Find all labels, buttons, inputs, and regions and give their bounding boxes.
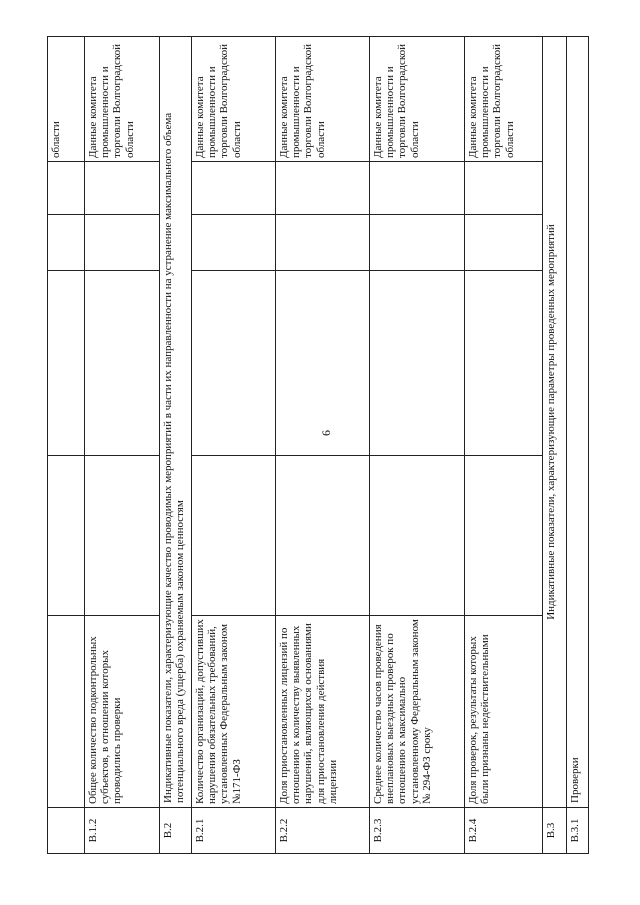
empty-cell <box>48 456 85 616</box>
empty-cell <box>276 456 370 616</box>
page-number: 6 <box>319 430 333 436</box>
empty-cell <box>465 215 543 271</box>
empty-cell <box>192 162 276 215</box>
empty-cell <box>370 456 465 616</box>
code-cell: В.2.2 <box>276 808 370 854</box>
empty-cell <box>85 456 160 616</box>
name-cell: Доля приостановленных лицензий по отношению к количеству выявленных нарушений, являющихся основаниями для приостановления действия лицензии <box>276 616 370 808</box>
section-heading: Индикативные показатели, характеризующие параметры проведенных мероприятий <box>543 36 567 808</box>
empty-cell <box>85 215 160 271</box>
code-cell <box>48 808 85 854</box>
name-cell <box>48 616 85 808</box>
empty-cell <box>276 162 370 215</box>
empty-cell <box>465 271 543 456</box>
empty-cell <box>48 215 85 271</box>
empty-cell <box>192 271 276 456</box>
source-cell: Данные комитета промышленности и торговли Волгоградской области <box>85 36 160 162</box>
table-row <box>275 36 370 854</box>
empty-cell <box>276 215 370 271</box>
code-cell: В.2.1 <box>192 808 276 854</box>
table-row <box>191 36 276 854</box>
empty-cell <box>48 162 85 215</box>
empty-cell <box>465 456 543 616</box>
empty-cell <box>85 162 160 215</box>
code-cell: В.3 <box>543 808 567 854</box>
name-cell: Проверки <box>567 36 588 808</box>
code-cell: В.2 <box>160 808 192 854</box>
source-cell: Данные комитета промышленности и торговли Волгоградской области <box>370 36 465 162</box>
table-row <box>566 36 589 854</box>
empty-cell <box>465 162 543 215</box>
source-cell: области <box>48 36 85 162</box>
source-cell: Данные комитета промышленности и торговли Волгоградской области <box>276 36 370 162</box>
code-cell: В.1.2 <box>85 808 160 854</box>
empty-cell <box>370 271 465 456</box>
name-cell: Общее количество подконтрольных субъектов, в отношении которых проводились проверки <box>85 616 160 808</box>
table-row <box>47 36 85 854</box>
empty-cell <box>85 271 160 456</box>
code-cell: В.2.4 <box>465 808 543 854</box>
section-heading-row <box>542 36 567 854</box>
empty-cell <box>370 215 465 271</box>
table-row <box>369 36 465 854</box>
name-cell: Количество организаций, допустивших нарушения обязательных требований, установленных Федеральным законом №171-ФЗ <box>192 616 276 808</box>
empty-cell <box>48 271 85 456</box>
empty-cell <box>276 271 370 456</box>
name-cell: Среднее количество часов проведения внеплановых выездных проверок по отношению к максимально установленному Федеральным законом № 294-ФЗ сроку <box>370 616 465 808</box>
section-heading: Индикативные показатели, характеризующие качество проводимых мероприятий в части их направленности на устранение максимального объема потенциального вреда (ущерба) охраняемым законом ценностям <box>160 36 192 808</box>
empty-cell <box>192 456 276 616</box>
source-cell: Данные комитета промышленности и торговли Волгоградской области <box>192 36 276 162</box>
code-cell: В.2.3 <box>370 808 465 854</box>
table-row <box>84 36 160 854</box>
empty-cell <box>370 162 465 215</box>
table-row <box>464 36 543 854</box>
section-heading-row <box>159 36 192 854</box>
name-cell: Доля проверок, результаты которых были признаны недействительными <box>465 616 543 808</box>
indicators-table <box>47 36 587 854</box>
empty-cell <box>192 215 276 271</box>
code-cell: В.3.1 <box>567 808 588 854</box>
source-cell: Данные комитета промышленности и торговли Волгоградской области <box>465 36 543 162</box>
